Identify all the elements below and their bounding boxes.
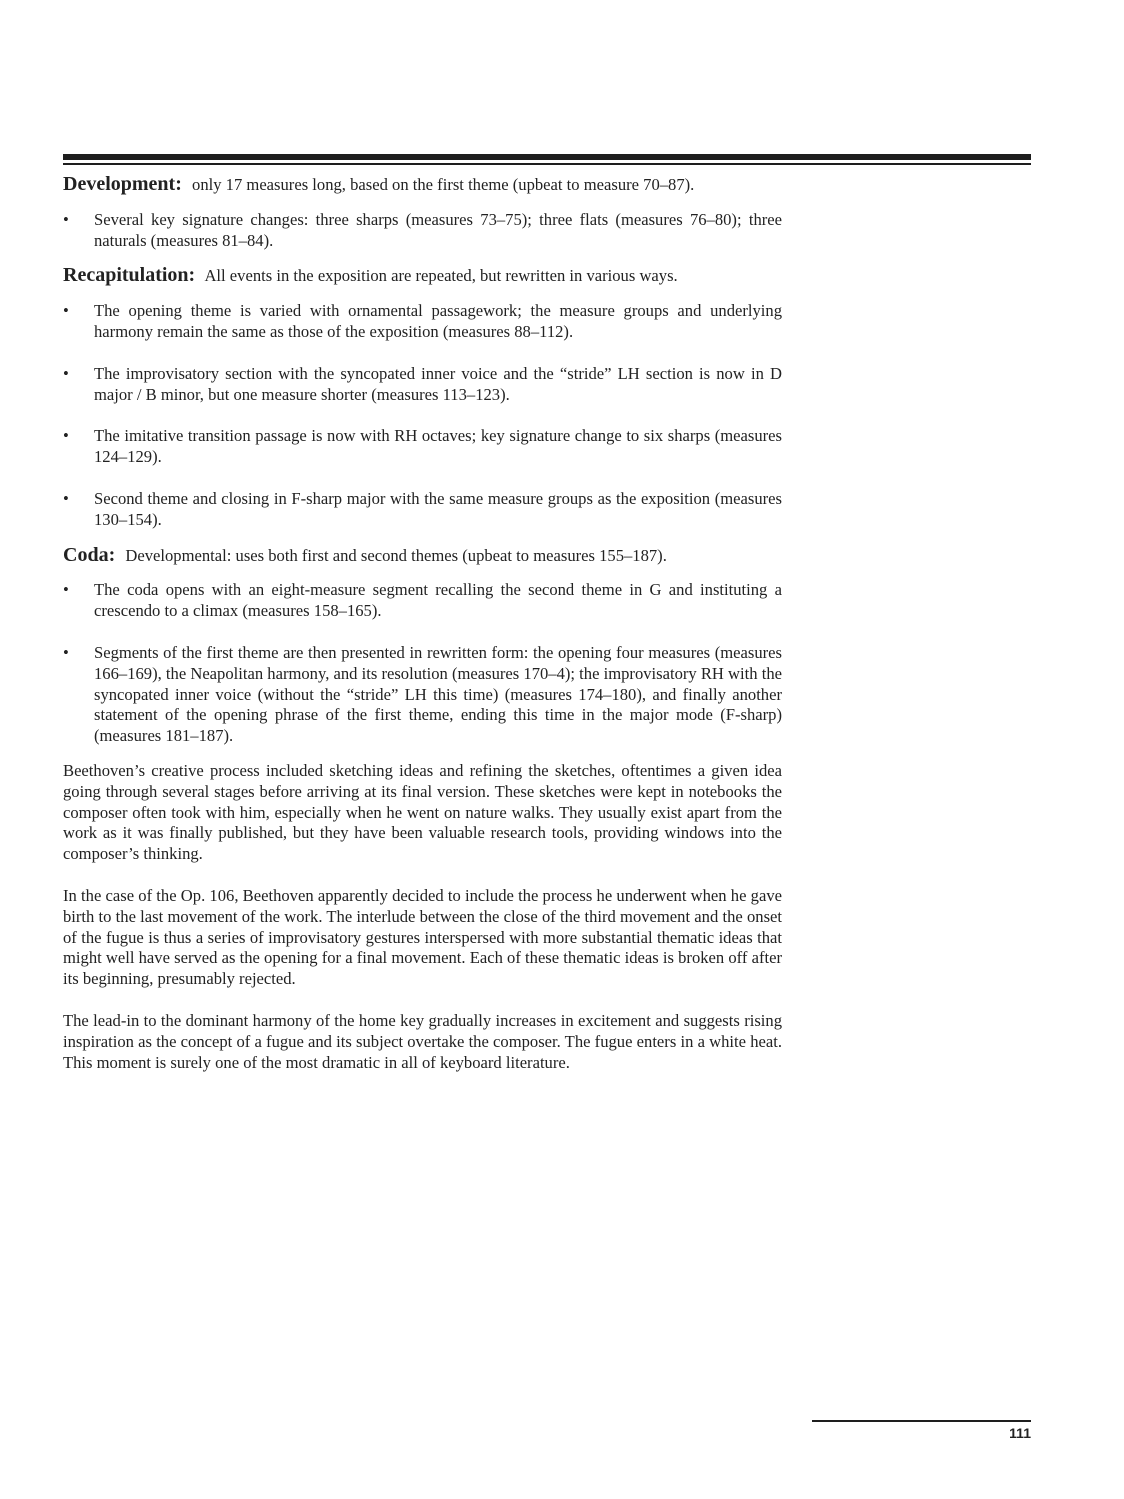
bullet-list [63,301,782,530]
section-heading-line [63,545,782,567]
section-intro: Developmental: uses both first and second themes (upbeat to measures 155–187). [125,545,667,565]
bullet-icon: • [63,209,69,229]
list-item-text: The coda opens with an eight-measure segment recalling the second theme in G and instituting a crescendo to a climax (measures 158–165). [94,580,782,621]
list-item-text: Second theme and closing in F-sharp major with the same measure groups as the exposition (measures 130–154). [94,488,782,529]
section-title: Coda: [63,543,116,566]
header-rule-thick [63,154,1031,160]
header-rule-thin [63,163,1031,165]
bullet-list [63,210,782,252]
section-coda [63,545,782,747]
section-development [63,174,782,251]
body-paragraph: Beethoven’s creative process included sketching ideas and refining the sketches, oftentimes a given idea going through several stages before arriving at its final version. These sketches were kept in notebooks the composer often took with him, especially when he went on nature walks. They usually exist apart from the work as it was finally published, but they have been valuable research tools, providing windows into the composer’s thinking. [63,760,782,864]
section-title: Development: [63,173,182,195]
list-item [63,364,782,406]
body-paragraph: In the case of the Op. 106, Beethoven apparently decided to include the process he underwent when he gave birth to the last movement of the work. The interlude between the close of the third movement and the onset of the fugue is thus a series of improvisatory gestures interspersed with more substantial thematic ideas that might well have served as the opening for a final movement. Each of these thematic ideas is broken off after its beginning, presumably rejected. [63,885,782,989]
list-item [63,426,782,468]
list-item-text: Several key signature changes: three sharps (measures 73–75); three flats (measures 76–80); three naturals (measures 81–84). [94,209,782,250]
list-item [63,210,782,252]
section-title: Recapitulation: [63,264,196,287]
list-item-text: The opening theme is varied with ornamental passagework; the measure groups and underlying harmony remain the same as those of the exposition (measures 88–112). [94,301,782,341]
list-item [63,580,782,622]
bullet-list [63,580,782,747]
section-intro: only 17 measures long, based on the first theme (upbeat to measure 70–87). [192,175,695,194]
list-item [63,301,782,343]
bullet-icon: • [63,642,69,662]
list-item-text: The imitative transition passage is now with RH octaves; key signature change to six sharps (measures 124–129). [94,426,782,467]
section-heading-line [63,174,782,196]
bullet-icon: • [63,363,69,383]
section-recapitulation [63,265,782,530]
list-item [63,489,782,531]
list-item-text: Segments of the first theme are then presented in rewritten form: the opening four measures (measures 166–169), the Neapolitan harmony, and its resolution (measures 170–4); the improvisatory RH with the syncopated inner voice (without the “stride” LH this time) (measures 174–180), and finally another statement of the opening phrase of the first theme, ending this time in the major mode (F-sharp) (measures 181–187). [94,642,782,746]
page-body [63,174,782,1094]
list-item [63,643,782,747]
bullet-icon: • [63,426,69,446]
page-number: 111 [1009,1425,1031,1441]
list-item-text: The improvisatory section with the syncopated inner voice and the “stride” LH section is now in D major / B minor, but one measure shorter (measures 113–123). [94,363,782,404]
footer-rule [812,1420,1031,1422]
section-intro: All events in the exposition are repeated, but rewritten in various ways. [204,266,678,286]
bullet-icon: • [63,488,69,508]
bullet-icon: • [63,580,69,600]
body-paragraph: The lead-in to the dominant harmony of the home key gradually increases in excitement and suggests rising inspiration as the concept of a fugue and its subject overtake the composer. The fugue enters in a white heat. This moment is surely one of the most dramatic in all of keyboard literature. [63,1010,782,1072]
header-double-rule [63,154,1031,166]
section-heading-line [63,265,782,287]
bullet-icon: • [63,301,69,321]
